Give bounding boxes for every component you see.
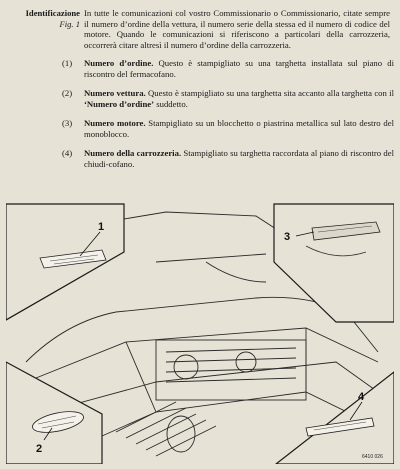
callout-1: 1 — [98, 221, 105, 233]
item-body: Stampigliato su un blocchetto o piastrina metallica sul lato destro del monoblocco. — [84, 118, 394, 139]
illustration-svg — [6, 202, 394, 464]
inset-vehicle-number-plate — [6, 362, 102, 464]
item-heading: Numero motore. — [84, 118, 146, 128]
item-body: Questo è stampigliato su una targhetta sita accanto alla targhetta con il — [145, 88, 394, 98]
item-text — [84, 148, 394, 169]
inset-order-number-plate — [6, 204, 124, 320]
item-body: Stampigliato su targhetta raccordata al piano di riscontro del chiudi-cofano. — [84, 148, 394, 169]
item-text — [84, 118, 394, 139]
section-title: Identificazione — [25, 8, 80, 18]
inset-body-number-plate — [276, 372, 394, 464]
intro-paragraph: In tutte le comunicazioni col vostro Commissionario o Commissionario, citate sempre il numero d’ordine della vettura, il numero serie della stessa ed il numero di codice del motore. Quando le comunicazioni si riferiscono a particolari della carrozzeria, occorrerà citare altresì il numero d’ordine della carrozzeria. — [84, 8, 390, 50]
callout-2: 2 — [36, 443, 43, 455]
callout-3: 3 — [284, 231, 291, 243]
item-text — [84, 88, 394, 109]
item-number: (1) — [62, 58, 73, 68]
item-body-end: suddetto. — [154, 98, 188, 109]
item-heading: Numero d’ordine. — [84, 58, 154, 68]
item-body: Questo è stampigliato su una targhetta installata sul piano di riscontro del fermacofano. — [84, 58, 394, 79]
item-number: (4) — [62, 148, 73, 158]
engine-bay-illustration — [6, 202, 394, 464]
sidebar — [2, 8, 80, 29]
item-emphasis: ‘Numero d’ordine’ — [84, 98, 155, 109]
figure-reference: Fig. 1 — [59, 19, 80, 29]
figure-code: 6410 026 — [362, 454, 383, 460]
inset-engine-number-block — [274, 204, 394, 322]
callout-4: 4 — [358, 391, 365, 403]
item-number: (2) — [62, 88, 73, 98]
item-heading: Numero della carrozzeria. — [84, 148, 182, 158]
item-number: (3) — [62, 118, 73, 128]
item-heading: Numero vettura. — [84, 88, 146, 98]
item-text — [84, 58, 394, 79]
